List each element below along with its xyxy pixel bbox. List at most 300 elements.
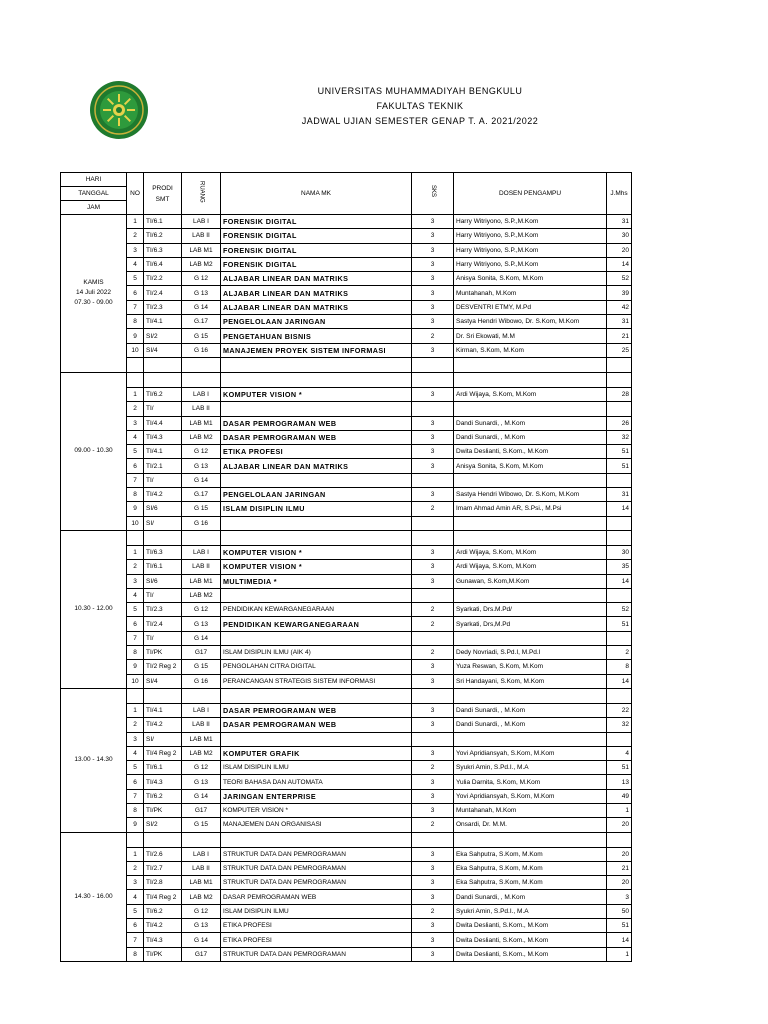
row-dosen xyxy=(454,732,607,746)
row-ruang: G 12 xyxy=(182,761,221,775)
table-row xyxy=(61,329,632,343)
row-prodi: TI/6.2 xyxy=(144,904,182,918)
empty-cell xyxy=(454,357,607,372)
row-sks: 2 xyxy=(412,502,454,516)
row-prodi: TI/4.1 xyxy=(144,703,182,717)
row-dosen: Muntahanah, M.Kom xyxy=(454,286,607,300)
row-ruang: G 16 xyxy=(182,343,221,357)
session-spacer-row xyxy=(61,688,632,703)
row-prodi: SI/6 xyxy=(144,502,182,516)
row-ruang: G 12 xyxy=(182,603,221,617)
empty-cell xyxy=(144,357,182,372)
row-prodi: TI/2.3 xyxy=(144,603,182,617)
row-sks: 3 xyxy=(412,257,454,271)
row-no: 4 xyxy=(127,890,144,904)
row-prodi: TI/2 Reg 2 xyxy=(144,660,182,674)
empty-cell xyxy=(221,530,412,545)
session-day-cell: 09.00 - 10.30 xyxy=(61,372,127,530)
row-no: 3 xyxy=(127,876,144,890)
row-dosen: Yovi Apridiansyah, S.Kom, M.Kom xyxy=(454,789,607,803)
university-logo xyxy=(89,80,149,140)
row-ruang: G.17 xyxy=(182,315,221,329)
row-sks: 3 xyxy=(412,703,454,717)
row-sks xyxy=(412,473,454,487)
row-jmhs: 1 xyxy=(607,947,632,961)
empty-cell xyxy=(454,530,607,545)
row-dosen: Sri Handayani, S.Kom, M.Kom xyxy=(454,674,607,688)
row-no: 9 xyxy=(127,818,144,832)
row-sks: 2 xyxy=(412,329,454,343)
row-jmhs: 51 xyxy=(607,445,632,459)
row-dosen: Dandi Sunardi, , M.Kom xyxy=(454,703,607,717)
row-jmhs: 31 xyxy=(607,315,632,329)
row-prodi: SI/ xyxy=(144,732,182,746)
row-jmhs: 20 xyxy=(607,818,632,832)
row-nama-mk: KOMPUTER VISION * xyxy=(221,560,412,574)
row-sks: 3 xyxy=(412,286,454,300)
row-dosen: Dandi Sunardi, , M.Kom xyxy=(454,430,607,444)
row-no: 1 xyxy=(127,215,144,229)
row-prodi: TI/6.1 xyxy=(144,215,182,229)
row-nama-mk xyxy=(221,732,412,746)
row-ruang: G 14 xyxy=(182,473,221,487)
row-prodi: TI/PK xyxy=(144,803,182,817)
table-row xyxy=(61,588,632,602)
row-jmhs: 8 xyxy=(607,660,632,674)
table-row xyxy=(61,502,632,516)
row-prodi: TI/2.4 xyxy=(144,617,182,631)
row-ruang: LAB M1 xyxy=(182,243,221,257)
col-prodi: PRODI SMT xyxy=(144,173,182,215)
row-jmhs: 21 xyxy=(607,329,632,343)
empty-cell xyxy=(412,372,454,387)
row-nama-mk: ALJABAR LINEAR DAN MATRIKS xyxy=(221,459,412,473)
row-ruang: G 12 xyxy=(182,445,221,459)
row-prodi: TI/ xyxy=(144,588,182,602)
row-dosen: Onsardi, Dr. M.M. xyxy=(454,818,607,832)
col-sks-label: SKS xyxy=(430,185,436,198)
university-name: UNIVERSITAS MUHAMMADIYAH BENGKULU xyxy=(317,86,523,96)
row-nama-mk: ETIKA PROFESI xyxy=(221,919,412,933)
table-row xyxy=(61,847,632,861)
row-prodi: SI/4 xyxy=(144,343,182,357)
row-jmhs xyxy=(607,402,632,416)
row-no: 1 xyxy=(127,387,144,401)
table-row xyxy=(61,919,632,933)
col-ruang xyxy=(182,173,221,215)
row-dosen: Dandi Sunardi, , M.Kom xyxy=(454,718,607,732)
row-prodi: SI/4 xyxy=(144,674,182,688)
row-dosen: Muntahanah, M.Kom xyxy=(454,803,607,817)
row-no: 5 xyxy=(127,761,144,775)
empty-cell xyxy=(607,530,632,545)
row-dosen: Dr. Sri Ekowati, M.M xyxy=(454,329,607,343)
table-row xyxy=(61,473,632,487)
empty-cell xyxy=(221,372,412,387)
row-nama-mk: ALJABAR LINEAR DAN MATRIKS xyxy=(221,272,412,286)
table-row xyxy=(61,416,632,430)
row-nama-mk xyxy=(221,516,412,530)
row-sks xyxy=(412,516,454,530)
row-dosen: Harry Witriyono, S.P.,M.Kom xyxy=(454,257,607,271)
row-dosen: Kirman, S.Kom, M.Kom xyxy=(454,343,607,357)
row-no: 3 xyxy=(127,732,144,746)
row-nama-mk: ETIKA PROFESI xyxy=(221,933,412,947)
empty-cell xyxy=(127,372,144,387)
row-dosen: Syarkati, Drs,M.Pd xyxy=(454,617,607,631)
row-nama-mk: DASAR PEMROGRAMAN WEB xyxy=(221,703,412,717)
row-sks: 3 xyxy=(412,445,454,459)
row-nama-mk: DASAR PEMROGRAMAN WEB xyxy=(221,890,412,904)
row-ruang: G17 xyxy=(182,803,221,817)
row-ruang: LAB II xyxy=(182,402,221,416)
row-sks: 3 xyxy=(412,876,454,890)
row-no: 5 xyxy=(127,445,144,459)
row-jmhs: 50 xyxy=(607,904,632,918)
row-sks: 3 xyxy=(412,229,454,243)
row-ruang: LAB I xyxy=(182,387,221,401)
row-sks: 3 xyxy=(412,488,454,502)
row-nama-mk xyxy=(221,631,412,645)
row-nama-mk: PENDIDIKAN KEWARGANEGARAAN xyxy=(221,617,412,631)
table-row xyxy=(61,876,632,890)
row-sks: 3 xyxy=(412,545,454,559)
row-no: 1 xyxy=(127,703,144,717)
row-ruang: G 14 xyxy=(182,631,221,645)
empty-cell xyxy=(127,530,144,545)
row-prodi: SI/ xyxy=(144,516,182,530)
row-prodi: TI/2.2 xyxy=(144,272,182,286)
row-sks: 3 xyxy=(412,718,454,732)
row-ruang: LAB M2 xyxy=(182,588,221,602)
row-jmhs: 14 xyxy=(607,574,632,588)
row-no: 3 xyxy=(127,416,144,430)
row-ruang: G 13 xyxy=(182,919,221,933)
row-dosen: Imam Ahmad Amin AR, S.Psi., M.Psi xyxy=(454,502,607,516)
row-ruang: LAB II xyxy=(182,861,221,875)
row-nama-mk: ALJABAR LINEAR DAN MATRIKS xyxy=(221,286,412,300)
row-dosen xyxy=(454,473,607,487)
session-spacer-row xyxy=(61,832,632,847)
row-sks xyxy=(412,631,454,645)
row-sks: 3 xyxy=(412,215,454,229)
row-ruang: LAB M2 xyxy=(182,257,221,271)
table-body xyxy=(61,215,632,962)
row-ruang: LAB I xyxy=(182,545,221,559)
table-row xyxy=(61,761,632,775)
row-jmhs: 2 xyxy=(607,646,632,660)
row-dosen: Dwita Deslianti, S.Kom., M.Kom xyxy=(454,947,607,961)
row-jmhs: 20 xyxy=(607,876,632,890)
row-sks: 3 xyxy=(412,674,454,688)
row-prodi: TI/2.1 xyxy=(144,459,182,473)
row-jmhs: 51 xyxy=(607,617,632,631)
table-row xyxy=(61,229,632,243)
row-no: 4 xyxy=(127,257,144,271)
row-no: 7 xyxy=(127,300,144,314)
table-row xyxy=(61,387,632,401)
row-ruang: LAB M1 xyxy=(182,416,221,430)
row-ruang: LAB M2 xyxy=(182,890,221,904)
row-dosen: Syarkati, Drs.M.Pd/ xyxy=(454,603,607,617)
row-no: 9 xyxy=(127,329,144,343)
row-sks: 2 xyxy=(412,617,454,631)
row-nama-mk: PENGOLAHAN CITRA DIGITAL xyxy=(221,660,412,674)
col-hari: HARI xyxy=(61,173,127,187)
row-dosen: Sastya Hendri Wibowo, Dr. S.Kom, M.Kom xyxy=(454,488,607,502)
row-ruang: G17 xyxy=(182,646,221,660)
row-no: 2 xyxy=(127,861,144,875)
row-nama-mk: ISLAM DISIPLIN ILMU xyxy=(221,904,412,918)
row-dosen: Eka Sahputra, S.Kom, M.Kom xyxy=(454,876,607,890)
row-nama-mk: PENGELOLAAN JARINGAN xyxy=(221,488,412,502)
table-row xyxy=(61,343,632,357)
row-dosen: Harry Witriyono, S.P.,M.Kom xyxy=(454,243,607,257)
row-ruang: G 16 xyxy=(182,516,221,530)
table-row xyxy=(61,574,632,588)
row-sks: 3 xyxy=(412,660,454,674)
row-no: 7 xyxy=(127,473,144,487)
table-row xyxy=(61,560,632,574)
row-sks: 3 xyxy=(412,430,454,444)
row-prodi: TI/PK xyxy=(144,646,182,660)
row-dosen: Harry Witriyono, S.P.,M.Kom xyxy=(454,229,607,243)
row-jmhs: 25 xyxy=(607,343,632,357)
row-ruang: G 15 xyxy=(182,329,221,343)
empty-cell xyxy=(412,357,454,372)
col-dosen: DOSEN PENGAMPU xyxy=(454,173,607,215)
table-row xyxy=(61,488,632,502)
row-ruang: G 14 xyxy=(182,789,221,803)
row-dosen xyxy=(454,631,607,645)
table-row xyxy=(61,775,632,789)
row-nama-mk: PENGETAHUAN BISNIS xyxy=(221,329,412,343)
row-jmhs: 30 xyxy=(607,545,632,559)
row-nama-mk: STRUKTUR DATA DAN PEMROGRAMAN xyxy=(221,947,412,961)
row-nama-mk: FORENSIK DIGITAL xyxy=(221,257,412,271)
row-prodi: TI/6.2 xyxy=(144,387,182,401)
row-prodi: TI/4 Reg 2 xyxy=(144,746,182,760)
row-dosen xyxy=(454,588,607,602)
row-sks xyxy=(412,588,454,602)
row-nama-mk: PENGELOLAAN JARINGAN xyxy=(221,315,412,329)
empty-cell xyxy=(127,357,144,372)
row-nama-mk: ISLAM DISIPLIN ILMU (AIK 4) xyxy=(221,646,412,660)
row-dosen xyxy=(454,516,607,530)
col-tanggal: TANGGAL xyxy=(61,187,127,201)
empty-cell xyxy=(182,372,221,387)
row-jmhs: 31 xyxy=(607,488,632,502)
session-day-cell: 13.00 - 14.30 xyxy=(61,688,127,832)
row-no: 9 xyxy=(127,502,144,516)
row-dosen: Sastya Hendri Wibowo, Dr. S.Kom, M.Kom xyxy=(454,315,607,329)
row-sks: 2 xyxy=(412,761,454,775)
row-prodi: TI/6.2 xyxy=(144,229,182,243)
row-jmhs: 31 xyxy=(607,215,632,229)
session-spacer-row xyxy=(61,530,632,545)
col-no: NO xyxy=(127,173,144,215)
row-ruang: G 13 xyxy=(182,286,221,300)
row-jmhs xyxy=(607,732,632,746)
row-jmhs: 14 xyxy=(607,933,632,947)
row-no: 6 xyxy=(127,775,144,789)
row-no: 8 xyxy=(127,488,144,502)
row-dosen: Anisya Sonita, S.Kom, M.Kom xyxy=(454,459,607,473)
row-prodi: TI/4.3 xyxy=(144,430,182,444)
row-jmhs: 39 xyxy=(607,286,632,300)
row-sks: 3 xyxy=(412,933,454,947)
table-row xyxy=(61,890,632,904)
row-jmhs: 28 xyxy=(607,387,632,401)
row-no: 7 xyxy=(127,789,144,803)
row-nama-mk: KOMPUTER VISION * xyxy=(221,387,412,401)
session-day-cell: 14.30 - 16.00 xyxy=(61,832,127,961)
empty-cell xyxy=(607,357,632,372)
row-ruang: LAB M1 xyxy=(182,876,221,890)
session-day-cell: KAMIS 14 Juli 2022 07.30 - 09.00 xyxy=(61,215,127,373)
table-row xyxy=(61,861,632,875)
row-sks: 3 xyxy=(412,947,454,961)
row-dosen xyxy=(454,402,607,416)
empty-cell xyxy=(144,688,182,703)
row-ruang: G 15 xyxy=(182,660,221,674)
row-no: 6 xyxy=(127,617,144,631)
row-no: 2 xyxy=(127,560,144,574)
table-row xyxy=(61,215,632,229)
row-sks: 3 xyxy=(412,746,454,760)
row-sks: 3 xyxy=(412,789,454,803)
row-no: 9 xyxy=(127,660,144,674)
empty-cell xyxy=(182,832,221,847)
table-row xyxy=(61,402,632,416)
row-ruang: G17 xyxy=(182,947,221,961)
row-sks xyxy=(412,402,454,416)
row-ruang: G 12 xyxy=(182,272,221,286)
table-row xyxy=(61,516,632,530)
row-no: 10 xyxy=(127,343,144,357)
empty-cell xyxy=(607,372,632,387)
row-sks: 3 xyxy=(412,416,454,430)
table-row xyxy=(61,933,632,947)
row-nama-mk xyxy=(221,402,412,416)
table-header xyxy=(61,173,632,215)
empty-cell xyxy=(221,832,412,847)
row-jmhs: 20 xyxy=(607,243,632,257)
row-no: 4 xyxy=(127,430,144,444)
row-prodi: TI/2.8 xyxy=(144,876,182,890)
row-nama-mk: ETIKA PROFESI xyxy=(221,445,412,459)
row-dosen: Yovi Apridiansyah, S.Kom, M.Kom xyxy=(454,746,607,760)
row-nama-mk: DASAR PEMROGRAMAN WEB xyxy=(221,718,412,732)
row-sks: 3 xyxy=(412,300,454,314)
empty-cell xyxy=(454,688,607,703)
empty-cell xyxy=(182,357,221,372)
row-jmhs xyxy=(607,516,632,530)
document-title: JADWAL UJIAN SEMESTER GENAP T. A. 2021/2022 xyxy=(301,116,539,126)
row-nama-mk: DASAR PEMROGRAMAN WEB xyxy=(221,416,412,430)
row-nama-mk: ISLAM DISIPLIN ILMU xyxy=(221,502,412,516)
row-no: 5 xyxy=(127,904,144,918)
session-spacer-row xyxy=(61,357,632,372)
row-jmhs: 14 xyxy=(607,674,632,688)
session-spacer-row xyxy=(61,372,632,387)
row-nama-mk xyxy=(221,588,412,602)
row-ruang: LAB II xyxy=(182,718,221,732)
row-prodi: TI/4.1 xyxy=(144,315,182,329)
row-sks: 3 xyxy=(412,315,454,329)
row-sks: 3 xyxy=(412,574,454,588)
empty-cell xyxy=(412,832,454,847)
empty-cell xyxy=(607,688,632,703)
table-row xyxy=(61,300,632,314)
exam-schedule-table xyxy=(60,172,632,962)
empty-cell xyxy=(454,372,607,387)
table-row xyxy=(61,617,632,631)
table-row xyxy=(61,646,632,660)
empty-cell xyxy=(221,688,412,703)
row-ruang: LAB I xyxy=(182,215,221,229)
row-sks: 3 xyxy=(412,890,454,904)
row-sks: 3 xyxy=(412,343,454,357)
row-prodi: TI/6.1 xyxy=(144,560,182,574)
table-row xyxy=(61,818,632,832)
col-nama-mk: NAMA MK xyxy=(221,173,412,215)
col-jmhs: J.Mhs xyxy=(607,173,632,215)
row-ruang: G 14 xyxy=(182,933,221,947)
row-jmhs: 1 xyxy=(607,803,632,817)
row-ruang: G 13 xyxy=(182,775,221,789)
table-row xyxy=(61,718,632,732)
col-ruang-label: RUANG xyxy=(198,180,205,203)
row-sks: 2 xyxy=(412,646,454,660)
row-jmhs: 30 xyxy=(607,229,632,243)
table-row xyxy=(61,445,632,459)
row-ruang: G 12 xyxy=(182,904,221,918)
row-ruang: G 15 xyxy=(182,818,221,832)
row-no: 5 xyxy=(127,603,144,617)
empty-cell xyxy=(607,832,632,847)
row-sks: 3 xyxy=(412,775,454,789)
row-jmhs: 51 xyxy=(607,919,632,933)
row-jmhs: 26 xyxy=(607,416,632,430)
row-no: 2 xyxy=(127,229,144,243)
session-day-cell: 10.30 - 12.00 xyxy=(61,530,127,688)
row-dosen: Gunawan, S.Kom,M.Kom xyxy=(454,574,607,588)
row-no: 1 xyxy=(127,847,144,861)
row-ruang: G 14 xyxy=(182,300,221,314)
empty-cell xyxy=(144,372,182,387)
row-dosen: Ardi Wijaya, S.Kom, M.Kom xyxy=(454,545,607,559)
row-sks: 3 xyxy=(412,847,454,861)
row-sks xyxy=(412,732,454,746)
row-prodi: TI/4.1 xyxy=(144,445,182,459)
row-prodi: TI/6.3 xyxy=(144,545,182,559)
row-prodi: TI/4.3 xyxy=(144,775,182,789)
row-nama-mk: KOMPUTER VISION * xyxy=(221,545,412,559)
row-no: 4 xyxy=(127,746,144,760)
table-row xyxy=(61,746,632,760)
row-ruang: G 15 xyxy=(182,502,221,516)
row-no: 10 xyxy=(127,516,144,530)
row-nama-mk: ISLAM DISIPLIN ILMU xyxy=(221,761,412,775)
row-dosen: Yuza Reswan, S.Kom, M.Kom xyxy=(454,660,607,674)
row-prodi: SI/2 xyxy=(144,818,182,832)
row-no: 2 xyxy=(127,718,144,732)
row-nama-mk: KOMPUTER GRAFIK xyxy=(221,746,412,760)
row-jmhs: 20 xyxy=(607,847,632,861)
row-nama-mk: STRUKTUR DATA DAN PEMROGRAMAN xyxy=(221,876,412,890)
row-no: 5 xyxy=(127,272,144,286)
